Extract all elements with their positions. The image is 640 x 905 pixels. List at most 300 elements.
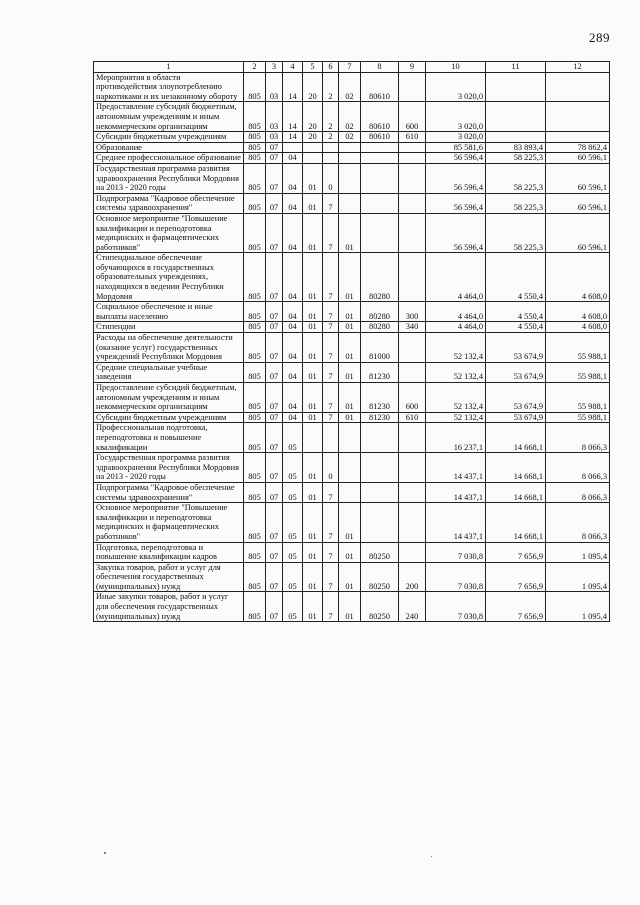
row-value-cell — [486, 132, 546, 143]
row-name-cell: Субсидии бюджетным учреждениям — [94, 412, 244, 423]
row-value-cell: 805 — [244, 562, 266, 592]
row-value-cell: 7 — [323, 562, 339, 592]
header-cell: 2 — [244, 62, 266, 73]
row-value-cell: 4 464,0 — [426, 253, 486, 302]
row-value-cell: 04 — [283, 322, 303, 333]
row-value-cell: 58 225,3 — [486, 213, 546, 252]
row-value-cell: 2 — [323, 102, 339, 132]
row-value-cell — [399, 333, 426, 363]
row-value-cell: 805 — [244, 193, 266, 213]
row-value-cell: 01 — [303, 163, 323, 193]
row-value-cell: 58 225,3 — [486, 193, 546, 213]
table-row — [94, 592, 610, 622]
row-value-cell: 55 988,1 — [546, 383, 610, 413]
row-value-cell: 56 596,4 — [426, 193, 486, 213]
row-value-cell: 4 608,0 — [546, 302, 610, 322]
row-value-cell: 805 — [244, 362, 266, 382]
header-row — [94, 62, 610, 73]
row-value-cell: 805 — [244, 72, 266, 102]
row-value-cell: 20 — [303, 72, 323, 102]
table-row — [94, 542, 610, 562]
row-value-cell: 04 — [283, 213, 303, 252]
table-row — [94, 503, 610, 542]
row-value-cell: 07 — [266, 503, 283, 542]
row-value-cell — [399, 453, 426, 483]
table-row — [94, 333, 610, 363]
row-value-cell: 07 — [266, 213, 283, 252]
row-value-cell: 01 — [339, 592, 361, 622]
row-value-cell — [546, 72, 610, 102]
row-value-cell: 14 — [283, 72, 303, 102]
row-value-cell: 53 674,9 — [486, 362, 546, 382]
row-value-cell: 52 132,4 — [426, 333, 486, 363]
row-value-cell: 80250 — [361, 562, 399, 592]
row-value-cell: 07 — [266, 542, 283, 562]
row-value-cell — [361, 503, 399, 542]
row-value-cell: 610 — [399, 412, 426, 423]
row-name-cell: Расходы на обеспечение деятельности (оказание услуг) государственных учреждений Республики Мордовия — [94, 333, 244, 363]
table-row — [94, 153, 610, 164]
row-value-cell: 58 225,3 — [486, 163, 546, 193]
row-value-cell: 4 550,4 — [486, 322, 546, 333]
row-value-cell: 01 — [339, 322, 361, 333]
row-value-cell: 01 — [303, 333, 323, 363]
header-cell: 4 — [283, 62, 303, 73]
row-value-cell: 300 — [399, 302, 426, 322]
budget-table — [93, 61, 610, 622]
row-value-cell — [303, 142, 323, 153]
row-value-cell: 7 — [323, 482, 339, 502]
row-value-cell: 52 132,4 — [426, 412, 486, 423]
row-name-cell: Подготовка, переподготовка и повышение квалификации кадров — [94, 542, 244, 562]
row-value-cell: 07 — [266, 193, 283, 213]
row-value-cell: 53 674,9 — [486, 383, 546, 413]
row-value-cell: 02 — [339, 72, 361, 102]
row-value-cell — [361, 453, 399, 483]
row-value-cell: 14 437,1 — [426, 453, 486, 483]
table-row — [94, 482, 610, 502]
row-value-cell: 52 132,4 — [426, 362, 486, 382]
row-value-cell — [399, 153, 426, 164]
row-value-cell: 05 — [283, 562, 303, 592]
row-value-cell: 1 095,4 — [546, 592, 610, 622]
header-cell: 10 — [426, 62, 486, 73]
row-value-cell — [546, 102, 610, 132]
row-value-cell: 7 — [323, 302, 339, 322]
row-value-cell: 01 — [303, 542, 323, 562]
row-value-cell: 81230 — [361, 383, 399, 413]
row-value-cell: 805 — [244, 163, 266, 193]
row-value-cell: 600 — [399, 102, 426, 132]
row-value-cell: 01 — [339, 503, 361, 542]
row-value-cell: 805 — [244, 412, 266, 423]
row-value-cell: 7 — [323, 333, 339, 363]
row-value-cell: 01 — [303, 213, 323, 252]
row-value-cell: 600 — [399, 383, 426, 413]
table-row — [94, 72, 610, 102]
row-value-cell: 80610 — [361, 102, 399, 132]
row-value-cell: 805 — [244, 333, 266, 363]
row-value-cell — [399, 423, 426, 453]
row-value-cell: 07 — [266, 423, 283, 453]
row-value-cell: 7 030,8 — [426, 592, 486, 622]
row-value-cell: 1 095,4 — [546, 562, 610, 592]
row-value-cell: 2 — [323, 72, 339, 102]
table-row — [94, 412, 610, 423]
row-value-cell: 01 — [339, 213, 361, 252]
row-value-cell: 80250 — [361, 592, 399, 622]
row-value-cell: 805 — [244, 302, 266, 322]
row-value-cell: 7 656,9 — [486, 562, 546, 592]
row-name-cell: Подпрограмма "Кадровое обеспечение системы здравоохранения" — [94, 482, 244, 502]
row-value-cell: 80280 — [361, 253, 399, 302]
row-value-cell: 805 — [244, 592, 266, 622]
row-value-cell — [303, 153, 323, 164]
row-value-cell — [339, 153, 361, 164]
row-value-cell: 20 — [303, 132, 323, 143]
row-value-cell: 01 — [339, 542, 361, 562]
row-value-cell: 04 — [283, 163, 303, 193]
table-row — [94, 253, 610, 302]
row-name-cell: Основное мероприятие "Повышение квалификации и переподготовка медицинских и фармацевтических работников" — [94, 503, 244, 542]
row-value-cell: 53 674,9 — [486, 333, 546, 363]
row-value-cell: 200 — [399, 562, 426, 592]
row-value-cell: 80250 — [361, 542, 399, 562]
row-value-cell: 7 — [323, 322, 339, 333]
row-value-cell: 4 608,0 — [546, 253, 610, 302]
row-value-cell: 01 — [303, 383, 323, 413]
row-value-cell: 07 — [266, 163, 283, 193]
row-name-cell: Образование — [94, 142, 244, 153]
row-value-cell: 05 — [283, 592, 303, 622]
row-value-cell: 3 020,0 — [426, 132, 486, 143]
row-name-cell: Субсидии бюджетным учреждениям — [94, 132, 244, 143]
row-value-cell: 0 — [323, 163, 339, 193]
row-value-cell — [339, 163, 361, 193]
row-value-cell — [399, 362, 426, 382]
row-value-cell — [399, 503, 426, 542]
row-value-cell: 07 — [266, 153, 283, 164]
row-name-cell: Социальное обеспечение и иные выплаты населению — [94, 302, 244, 322]
row-value-cell: 60 596,1 — [546, 163, 610, 193]
row-value-cell: 07 — [266, 412, 283, 423]
row-value-cell: 83 893,4 — [486, 142, 546, 153]
row-name-cell: Закупка товаров, работ и услуг для обеспечения государственных (муниципальных) нужд — [94, 562, 244, 592]
row-value-cell: 7 — [323, 362, 339, 382]
row-value-cell — [323, 142, 339, 153]
row-value-cell: 14 — [283, 102, 303, 132]
row-value-cell: 04 — [283, 333, 303, 363]
table-row — [94, 453, 610, 483]
row-value-cell: 4 550,4 — [486, 253, 546, 302]
row-name-cell: Предоставление субсидий бюджетным, автономным учреждениям и иным некоммерческим организациям — [94, 383, 244, 413]
row-value-cell: 03 — [266, 102, 283, 132]
row-value-cell: 7 — [323, 412, 339, 423]
row-value-cell: 14 437,1 — [426, 482, 486, 502]
row-value-cell: 04 — [283, 383, 303, 413]
row-value-cell: 340 — [399, 322, 426, 333]
row-value-cell: 60 596,1 — [546, 213, 610, 252]
row-value-cell: 01 — [303, 193, 323, 213]
row-value-cell: 0 — [323, 453, 339, 483]
row-name-cell: Основное мероприятие "Повышение квалификации и переподготовка медицинских и фармацевтических работников" — [94, 213, 244, 252]
row-value-cell: 610 — [399, 132, 426, 143]
row-value-cell: 01 — [303, 302, 323, 322]
row-value-cell: 01 — [339, 253, 361, 302]
row-value-cell: 04 — [283, 253, 303, 302]
row-value-cell — [361, 482, 399, 502]
row-value-cell — [283, 142, 303, 153]
row-value-cell — [323, 423, 339, 453]
header-cell: 12 — [546, 62, 610, 73]
row-value-cell: 05 — [283, 423, 303, 453]
row-value-cell: 7 — [323, 253, 339, 302]
row-value-cell: 02 — [339, 102, 361, 132]
scan-speck — [431, 856, 432, 857]
table-row — [94, 383, 610, 413]
table-row — [94, 562, 610, 592]
row-value-cell: 805 — [244, 142, 266, 153]
row-value-cell: 04 — [283, 302, 303, 322]
row-value-cell: 53 674,9 — [486, 412, 546, 423]
row-value-cell: 7 — [323, 542, 339, 562]
row-value-cell — [399, 193, 426, 213]
row-value-cell: 4 608,0 — [546, 322, 610, 333]
row-value-cell: 07 — [266, 142, 283, 153]
table-row — [94, 362, 610, 382]
row-value-cell: 04 — [283, 193, 303, 213]
row-value-cell: 07 — [266, 253, 283, 302]
row-value-cell: 01 — [339, 562, 361, 592]
row-value-cell: 07 — [266, 562, 283, 592]
row-value-cell: 805 — [244, 132, 266, 143]
row-value-cell: 7 030,8 — [426, 542, 486, 562]
row-value-cell — [399, 142, 426, 153]
row-value-cell — [399, 213, 426, 252]
row-value-cell: 14 668,1 — [486, 453, 546, 483]
row-value-cell: 56 596,4 — [426, 153, 486, 164]
row-value-cell: 55 988,1 — [546, 362, 610, 382]
row-name-cell: Стипендии — [94, 322, 244, 333]
row-value-cell: 01 — [303, 482, 323, 502]
header-cell: 5 — [303, 62, 323, 73]
row-value-cell: 805 — [244, 213, 266, 252]
row-value-cell — [361, 153, 399, 164]
row-value-cell: 05 — [283, 482, 303, 502]
row-value-cell — [323, 153, 339, 164]
row-value-cell: 01 — [339, 383, 361, 413]
row-value-cell: 7 — [323, 383, 339, 413]
row-name-cell: Стипендиальное обеспечение обучающихся в государственных образовательных учреждениях, находящихся в ведении Республики Мордовия — [94, 253, 244, 302]
row-value-cell: 85 581,6 — [426, 142, 486, 153]
table-row — [94, 302, 610, 322]
row-value-cell: 60 596,1 — [546, 153, 610, 164]
row-value-cell: 05 — [283, 503, 303, 542]
row-value-cell: 07 — [266, 322, 283, 333]
row-value-cell: 07 — [266, 453, 283, 483]
row-value-cell: 55 988,1 — [546, 412, 610, 423]
row-value-cell: 805 — [244, 322, 266, 333]
row-value-cell: 05 — [283, 542, 303, 562]
row-value-cell: 3 020,0 — [426, 72, 486, 102]
row-value-cell: 81230 — [361, 362, 399, 382]
row-value-cell: 60 596,1 — [546, 193, 610, 213]
row-value-cell: 240 — [399, 592, 426, 622]
row-value-cell: 16 237,1 — [426, 423, 486, 453]
row-value-cell — [339, 423, 361, 453]
row-value-cell: 56 596,4 — [426, 213, 486, 252]
row-value-cell: 8 066,3 — [546, 423, 610, 453]
row-value-cell: 03 — [266, 72, 283, 102]
row-value-cell: 20 — [303, 102, 323, 132]
row-value-cell: 02 — [339, 132, 361, 143]
row-value-cell — [339, 142, 361, 153]
row-value-cell: 78 862,4 — [546, 142, 610, 153]
row-value-cell — [399, 72, 426, 102]
row-value-cell: 80280 — [361, 302, 399, 322]
row-value-cell — [486, 102, 546, 132]
row-value-cell: 07 — [266, 482, 283, 502]
row-value-cell: 7 656,9 — [486, 592, 546, 622]
table-body — [94, 72, 610, 622]
row-name-cell: Иные закупки товаров, работ и услуг для обеспечения государственных (муниципальных) нужд — [94, 592, 244, 622]
table-row — [94, 132, 610, 143]
row-value-cell: 805 — [244, 542, 266, 562]
row-value-cell: 81000 — [361, 333, 399, 363]
row-value-cell — [361, 142, 399, 153]
row-value-cell: 805 — [244, 482, 266, 502]
table-row — [94, 163, 610, 193]
row-value-cell — [399, 542, 426, 562]
row-value-cell: 07 — [266, 302, 283, 322]
table-row — [94, 423, 610, 453]
row-value-cell: 4 464,0 — [426, 322, 486, 333]
header-cell: 3 — [266, 62, 283, 73]
row-value-cell — [339, 193, 361, 213]
row-value-cell: 14 668,1 — [486, 503, 546, 542]
header-cell: 11 — [486, 62, 546, 73]
row-value-cell — [303, 423, 323, 453]
row-value-cell: 58 225,3 — [486, 153, 546, 164]
row-value-cell: 7 030,8 — [426, 562, 486, 592]
row-value-cell: 805 — [244, 503, 266, 542]
row-value-cell: 4 550,4 — [486, 302, 546, 322]
header-cell: 6 — [323, 62, 339, 73]
row-value-cell: 01 — [303, 562, 323, 592]
row-value-cell: 07 — [266, 333, 283, 363]
row-value-cell: 2 — [323, 132, 339, 143]
row-value-cell: 7 — [323, 193, 339, 213]
row-value-cell: 80610 — [361, 72, 399, 102]
row-value-cell: 7 — [323, 213, 339, 252]
row-value-cell: 805 — [244, 383, 266, 413]
row-value-cell: 01 — [303, 412, 323, 423]
row-value-cell — [486, 72, 546, 102]
row-value-cell: 01 — [339, 412, 361, 423]
row-value-cell: 14 — [283, 132, 303, 143]
row-value-cell: 01 — [339, 333, 361, 363]
row-value-cell: 4 464,0 — [426, 302, 486, 322]
row-name-cell: Мероприятия в области противодействия злоупотреблению наркотиками и их незаконному обороту — [94, 72, 244, 102]
row-value-cell — [361, 423, 399, 453]
row-name-cell: Государственная программа развития здравоохранения Республики Мордовия на 2013 - 2020 годы — [94, 453, 244, 483]
row-value-cell: 07 — [266, 592, 283, 622]
row-value-cell: 01 — [303, 503, 323, 542]
row-value-cell: 14 437,1 — [426, 503, 486, 542]
row-value-cell — [339, 453, 361, 483]
row-value-cell: 7 656,9 — [486, 542, 546, 562]
row-value-cell: 80610 — [361, 132, 399, 143]
row-value-cell — [361, 213, 399, 252]
header-cell: 8 — [361, 62, 399, 73]
header-cell: 7 — [339, 62, 361, 73]
row-value-cell: 01 — [303, 453, 323, 483]
scan-speck — [104, 852, 106, 854]
header-cell: 9 — [399, 62, 426, 73]
table-row — [94, 142, 610, 153]
row-value-cell: 01 — [339, 362, 361, 382]
row-value-cell: 01 — [303, 362, 323, 382]
row-name-cell: Предоставление субсидий бюджетным, автономным учреждениям и иным некоммерческим организациям — [94, 102, 244, 132]
row-name-cell: Профессиональная подготовка, переподготовка и повышение квалификации — [94, 423, 244, 453]
row-value-cell: 3 020,0 — [426, 102, 486, 132]
row-value-cell: 805 — [244, 453, 266, 483]
row-value-cell: 56 596,4 — [426, 163, 486, 193]
row-value-cell — [361, 193, 399, 213]
row-name-cell: Государственная программа развития здравоохранения Республики Мордовия на 2013 - 2020 годы — [94, 163, 244, 193]
row-value-cell — [399, 163, 426, 193]
row-value-cell — [546, 132, 610, 143]
row-value-cell: 805 — [244, 102, 266, 132]
table-row — [94, 322, 610, 333]
row-value-cell: 04 — [283, 362, 303, 382]
row-value-cell: 80280 — [361, 322, 399, 333]
row-name-cell: Среднее профессиональное образование — [94, 153, 244, 164]
row-value-cell: 8 066,3 — [546, 482, 610, 502]
row-name-cell: Подпрограмма "Кадровое обеспечение системы здравоохранения" — [94, 193, 244, 213]
table-row — [94, 213, 610, 252]
row-value-cell: 05 — [283, 453, 303, 483]
row-value-cell: 01 — [303, 322, 323, 333]
row-value-cell: 01 — [303, 253, 323, 302]
header-cell: 1 — [94, 62, 244, 73]
row-value-cell: 04 — [283, 412, 303, 423]
row-value-cell: 805 — [244, 423, 266, 453]
row-value-cell: 1 095,4 — [546, 542, 610, 562]
row-value-cell: 14 668,1 — [486, 423, 546, 453]
page-number: 289 — [589, 30, 610, 45]
row-value-cell: 8 066,3 — [546, 453, 610, 483]
row-value-cell: 01 — [303, 592, 323, 622]
row-value-cell: 805 — [244, 153, 266, 164]
row-value-cell — [339, 482, 361, 502]
row-value-cell: 55 988,1 — [546, 333, 610, 363]
row-value-cell: 7 — [323, 503, 339, 542]
row-value-cell: 04 — [283, 153, 303, 164]
row-value-cell: 01 — [339, 302, 361, 322]
row-value-cell: 14 668,1 — [486, 482, 546, 502]
table-row — [94, 193, 610, 213]
row-value-cell: 8 066,3 — [546, 503, 610, 542]
row-value-cell: 03 — [266, 132, 283, 143]
row-value-cell — [399, 482, 426, 502]
row-value-cell — [399, 253, 426, 302]
row-value-cell — [361, 163, 399, 193]
row-value-cell: 7 — [323, 592, 339, 622]
row-name-cell: Средние специальные учебные заведения — [94, 362, 244, 382]
table-row — [94, 102, 610, 132]
row-value-cell: 52 132,4 — [426, 383, 486, 413]
